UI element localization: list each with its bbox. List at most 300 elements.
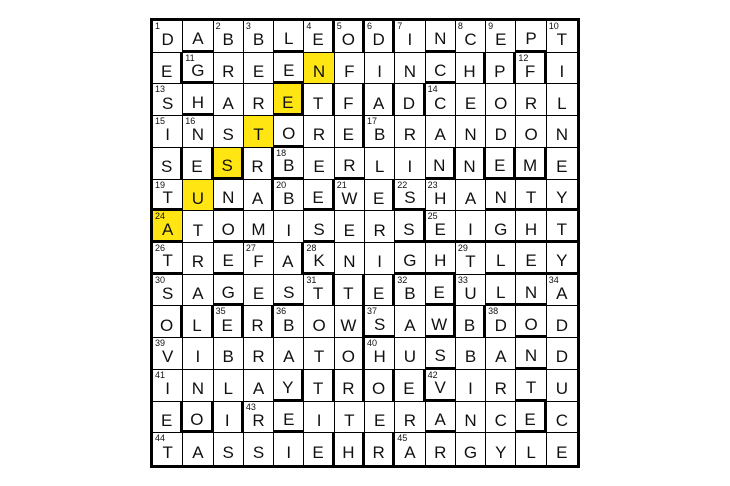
cell-letter: F [253, 252, 264, 272]
grid-cell[interactable] [516, 402, 546, 434]
cell-letter: E [494, 156, 506, 176]
grid-cell[interactable] [183, 275, 213, 307]
cell-letter: N [433, 156, 446, 176]
grid-cell[interactable] [214, 21, 244, 53]
grid-cell[interactable] [153, 306, 183, 338]
grid-cell[interactable] [547, 243, 577, 275]
cell-letter: S [222, 443, 234, 463]
grid-cell[interactable] [183, 338, 213, 370]
cell-letter: E [372, 188, 385, 208]
cell-letter: I [559, 62, 565, 82]
grid-cell[interactable] [304, 338, 334, 370]
grid-cell[interactable] [335, 275, 365, 307]
grid-cell[interactable] [183, 402, 213, 434]
grid-cell[interactable] [214, 84, 244, 116]
grid-cell[interactable] [426, 211, 456, 243]
cell-letter: T [556, 219, 568, 239]
grid-cell[interactable] [395, 53, 425, 85]
grid-cell[interactable] [456, 275, 486, 307]
grid-cell[interactable] [395, 433, 425, 465]
grid-cell[interactable] [335, 306, 365, 338]
clue-number: 25 [427, 211, 438, 222]
cell-letter: T [343, 284, 354, 304]
grid-cell[interactable] [456, 148, 486, 180]
grid-cell[interactable] [365, 433, 395, 465]
grid-cell[interactable] [516, 84, 546, 116]
grid-cell[interactable] [335, 211, 365, 243]
grid-cell[interactable] [486, 53, 516, 85]
cell-letter: W [340, 315, 357, 335]
cell-letter: B [373, 125, 386, 145]
grid-cell[interactable] [426, 21, 456, 53]
grid-cell[interactable] [153, 148, 183, 180]
grid-cell[interactable] [214, 116, 244, 148]
cell-letter: R [312, 125, 326, 145]
cell-letter: I [407, 30, 413, 50]
cell-letter: E [434, 219, 446, 239]
grid-cell[interactable] [335, 116, 365, 148]
grid-cell[interactable] [516, 53, 546, 85]
cell-letter: R [403, 410, 417, 430]
grid-cell[interactable] [214, 306, 244, 338]
grid-cell[interactable] [547, 180, 577, 212]
grid-cell[interactable] [426, 84, 456, 116]
cell-letter: B [222, 347, 234, 367]
grid-cell[interactable] [395, 402, 425, 434]
grid-cell[interactable] [395, 370, 425, 402]
cell-letter: N [222, 187, 235, 207]
grid-cell[interactable] [365, 243, 395, 275]
cell-letter: O [160, 315, 174, 335]
grid-cell[interactable] [516, 433, 546, 465]
grid-cell[interactable] [456, 21, 486, 53]
grid-cell[interactable] [516, 21, 546, 53]
cell-letter: E [372, 284, 385, 304]
grid-cell[interactable] [547, 211, 577, 243]
grid-cell[interactable] [426, 338, 456, 370]
cell-letter: A [464, 188, 477, 208]
grid-cell[interactable] [304, 148, 334, 180]
cell-letter: A [282, 252, 294, 272]
grid-cell[interactable] [547, 21, 577, 53]
grid-cell[interactable] [365, 116, 395, 148]
grid-cell[interactable] [214, 148, 244, 180]
grid-cell[interactable] [486, 275, 516, 307]
grid-cell[interactable] [244, 243, 274, 275]
grid-cell[interactable] [486, 243, 516, 275]
grid-cell[interactable] [426, 243, 456, 275]
cell-letter: L [496, 283, 506, 303]
grid-cell[interactable] [304, 211, 334, 243]
grid-cell[interactable] [274, 148, 304, 180]
cell-letter: I [377, 62, 382, 82]
grid-cell[interactable] [214, 211, 244, 243]
grid-cell[interactable] [486, 84, 516, 116]
grid-cell[interactable] [274, 116, 304, 148]
cell-letter: C [434, 93, 447, 113]
grid-cell[interactable] [183, 243, 213, 275]
clue-number: 1 [155, 21, 161, 31]
cell-letter: H [373, 347, 386, 367]
grid-cell[interactable] [365, 275, 395, 307]
cell-letter: N [463, 157, 476, 177]
grid-cell[interactable] [426, 402, 456, 434]
cell-letter: A [434, 125, 446, 145]
cell-letter: H [434, 251, 447, 271]
cell-letter: F [343, 93, 354, 113]
cell-letter: N [191, 379, 205, 399]
cell-letter: S [313, 219, 325, 239]
cell-letter: H [463, 62, 476, 82]
grid-cell[interactable] [214, 243, 244, 275]
clue-number: 45 [397, 433, 408, 444]
grid-cell[interactable] [244, 402, 274, 434]
grid-cell[interactable] [274, 338, 304, 370]
grid-cell[interactable] [395, 211, 425, 243]
grid-cell[interactable] [244, 433, 274, 465]
grid-cell[interactable] [456, 402, 486, 434]
cell-letter: I [316, 410, 322, 430]
grid-cell[interactable] [335, 148, 365, 180]
cell-letter: B [283, 156, 295, 176]
grid-cell[interactable] [486, 211, 516, 243]
grid-cell[interactable] [153, 402, 183, 434]
cell-letter: S [403, 219, 415, 239]
grid-cell[interactable] [214, 180, 244, 212]
grid-cell[interactable] [153, 84, 183, 116]
grid-cell[interactable] [153, 180, 183, 212]
grid-cell[interactable] [153, 433, 183, 465]
grid-cell[interactable] [395, 84, 425, 116]
clue-number: 23 [427, 179, 438, 190]
clue-number: 26 [155, 242, 166, 253]
grid-cell[interactable] [456, 338, 486, 370]
grid-cell[interactable] [516, 180, 546, 212]
grid-cell[interactable] [244, 21, 274, 53]
clue-number: 17 [367, 116, 378, 127]
cell-letter: L [374, 157, 385, 177]
grid-cell[interactable] [244, 275, 274, 307]
cell-letter: I [286, 220, 292, 240]
cell-letter: I [468, 219, 473, 239]
grid-cell[interactable] [274, 243, 304, 275]
grid-cell[interactable] [486, 21, 516, 53]
grid-cell[interactable] [547, 148, 577, 180]
clue-number: 28 [306, 242, 317, 253]
grid-cell[interactable] [153, 211, 183, 243]
grid-cell[interactable] [547, 84, 577, 116]
clue-number: 16 [185, 116, 196, 127]
cell-letter: N [434, 29, 447, 49]
grid-cell[interactable] [395, 180, 425, 212]
grid-cell[interactable] [456, 370, 486, 402]
clue-number: 15 [155, 116, 166, 127]
cell-letter: R [524, 93, 538, 113]
grid-cell[interactable] [244, 306, 274, 338]
cell-letter: A [192, 29, 204, 49]
clue-number: 14 [427, 84, 438, 95]
cell-letter: E [495, 30, 507, 50]
grid-cell[interactable] [183, 370, 213, 402]
grid-cell[interactable] [183, 53, 213, 85]
grid-cell[interactable] [365, 53, 395, 85]
grid-cell[interactable] [547, 53, 577, 85]
grid-cell[interactable] [365, 148, 395, 180]
clue-number: 39 [155, 338, 166, 349]
grid-cell[interactable] [274, 180, 304, 212]
cell-letter: Y [282, 378, 294, 398]
grid-cell[interactable] [214, 370, 244, 402]
cell-letter: G [403, 251, 417, 271]
cell-letter: U [555, 379, 568, 399]
grid-cell[interactable] [516, 148, 546, 180]
grid-cell[interactable] [244, 211, 274, 243]
grid-cell[interactable] [516, 243, 546, 275]
clue-number: 7 [397, 21, 403, 31]
grid-cell[interactable] [486, 148, 516, 180]
cell-letter: I [165, 379, 170, 399]
grid-cell[interactable] [274, 275, 304, 307]
grid-cell[interactable] [516, 275, 546, 307]
grid-cell[interactable] [547, 433, 577, 465]
cell-letter: E [160, 62, 173, 82]
grid-cell[interactable] [304, 402, 334, 434]
grid-cell[interactable] [486, 433, 516, 465]
cell-letter: N [343, 252, 356, 272]
grid-cell[interactable] [456, 116, 486, 148]
grid-cell[interactable] [335, 21, 365, 53]
grid-cell[interactable] [426, 275, 456, 307]
grid-cell[interactable] [456, 53, 486, 85]
grid-cell[interactable] [153, 116, 183, 148]
cell-letter: O [282, 124, 296, 144]
grid-cell[interactable] [274, 433, 304, 465]
cell-letter: T [344, 410, 355, 430]
grid-cell[interactable] [274, 21, 304, 53]
grid-cell[interactable] [365, 338, 395, 370]
cell-letter: E [283, 61, 295, 81]
grid-cell[interactable] [426, 116, 456, 148]
grid-cell[interactable] [304, 180, 334, 212]
grid-cell[interactable] [486, 402, 516, 434]
grid-cell[interactable] [365, 306, 395, 338]
grid-cell[interactable] [214, 53, 244, 85]
cell-letter: G [221, 283, 235, 303]
grid-cell[interactable] [426, 148, 456, 180]
grid-cell[interactable] [395, 21, 425, 53]
grid-cell[interactable] [214, 338, 244, 370]
clue-number: 2 [215, 21, 221, 31]
cell-letter: I [407, 157, 413, 177]
cell-letter: O [494, 93, 508, 113]
grid-cell[interactable] [183, 306, 213, 338]
grid-cell[interactable] [214, 275, 244, 307]
grid-cell[interactable] [183, 180, 213, 212]
grid-cell[interactable] [395, 148, 425, 180]
cell-letter: H [524, 219, 538, 239]
grid-cell[interactable] [486, 338, 516, 370]
cell-letter: R [252, 410, 265, 430]
cell-letter: F [524, 62, 536, 82]
grid-cell[interactable] [304, 84, 334, 116]
clue-number: 40 [367, 338, 378, 349]
grid-cell[interactable] [183, 21, 213, 53]
grid-cell[interactable] [183, 116, 213, 148]
grid-cell[interactable] [335, 370, 365, 402]
grid-cell[interactable] [365, 84, 395, 116]
grid-cell[interactable] [547, 370, 577, 402]
grid-cell[interactable] [304, 21, 334, 53]
grid-cell[interactable] [335, 53, 365, 85]
cell-letter: N [191, 125, 205, 145]
grid-cell[interactable] [304, 433, 334, 465]
grid-cell[interactable] [426, 53, 456, 85]
grid-cell[interactable] [395, 243, 425, 275]
grid-cell[interactable] [153, 338, 183, 370]
clue-number: 30 [155, 274, 166, 285]
cell-letter: S [373, 314, 386, 334]
clue-number: 18 [276, 147, 287, 158]
grid-cell[interactable] [304, 370, 334, 402]
grid-cell[interactable] [426, 433, 456, 465]
cell-letter: T [192, 220, 204, 240]
grid-cell[interactable] [395, 306, 425, 338]
grid-cell[interactable] [274, 84, 304, 116]
grid-cell[interactable] [365, 180, 395, 212]
cell-letter: P [494, 62, 506, 82]
grid-cell[interactable] [426, 306, 456, 338]
cell-letter: U [191, 188, 205, 208]
cell-letter: E [342, 125, 355, 145]
cell-letter: N [524, 346, 538, 366]
cell-letter: R [372, 443, 385, 463]
cell-letter: A [222, 93, 234, 113]
cell-letter: E [313, 157, 325, 177]
grid-cell[interactable] [244, 84, 274, 116]
grid-cell[interactable] [456, 243, 486, 275]
grid-cell[interactable] [456, 306, 486, 338]
grid-cell[interactable] [395, 338, 425, 370]
grid-cell[interactable] [183, 84, 213, 116]
grid-cell[interactable] [183, 148, 213, 180]
grid-cell[interactable] [426, 370, 456, 402]
grid-cell[interactable] [214, 402, 244, 434]
cell-letter: B [283, 315, 295, 335]
grid-cell[interactable] [274, 402, 304, 434]
grid-cell[interactable] [244, 338, 274, 370]
cell-letter: E [283, 409, 295, 429]
grid-cell[interactable] [304, 243, 334, 275]
grid-cell[interactable] [274, 306, 304, 338]
clue-number: 9 [488, 21, 494, 31]
cell-letter: E [252, 62, 265, 82]
grid-cell[interactable] [395, 116, 425, 148]
grid-cell[interactable] [547, 116, 577, 148]
cell-letter: H [434, 188, 447, 208]
grid-cell[interactable] [486, 116, 516, 148]
cell-letter: L [223, 379, 233, 399]
cell-letter: S [222, 125, 234, 145]
grid-cell[interactable] [274, 211, 304, 243]
grid-cell[interactable] [153, 370, 183, 402]
grid-cell[interactable] [244, 116, 274, 148]
grid-cell[interactable] [365, 211, 395, 243]
grid-cell[interactable] [547, 402, 577, 434]
cell-letter: R [252, 347, 265, 367]
grid-cell[interactable] [547, 275, 577, 307]
cell-letter: B [464, 347, 477, 367]
grid-cell[interactable] [335, 243, 365, 275]
grid-cell[interactable] [274, 53, 304, 85]
cell-letter: T [162, 187, 173, 207]
grid-cell[interactable] [395, 275, 425, 307]
grid-cell[interactable] [153, 275, 183, 307]
cell-letter: A [556, 284, 568, 304]
cell-letter: A [404, 315, 416, 335]
grid-cell[interactable] [516, 116, 546, 148]
clue-number: 44 [155, 433, 166, 444]
grid-cell[interactable] [244, 180, 274, 212]
grid-cell[interactable] [335, 180, 365, 212]
grid-cell[interactable] [183, 433, 213, 465]
grid-cell[interactable] [547, 306, 577, 338]
grid-cell[interactable] [486, 306, 516, 338]
grid-cell[interactable] [304, 116, 334, 148]
grid-cell[interactable] [365, 370, 395, 402]
cell-letter: S [161, 284, 174, 304]
cell-letter: E [160, 410, 173, 430]
grid-cell[interactable] [456, 433, 486, 465]
grid-cell[interactable] [335, 402, 365, 434]
grid-cell[interactable] [456, 180, 486, 212]
grid-cell[interactable] [516, 211, 546, 243]
grid-cell[interactable] [516, 306, 546, 338]
cell-letter: E [312, 30, 324, 50]
cell-letter: E [373, 410, 386, 430]
grid-cell[interactable] [304, 306, 334, 338]
grid-cell[interactable] [365, 402, 395, 434]
grid-cell[interactable] [486, 180, 516, 212]
grid-cell[interactable] [516, 370, 546, 402]
grid-cell[interactable] [486, 370, 516, 402]
grid-cell[interactable] [335, 433, 365, 465]
grid-cell[interactable] [304, 53, 334, 85]
grid-cell[interactable] [274, 370, 304, 402]
grid-cell[interactable] [244, 53, 274, 85]
cell-letter: O [341, 30, 355, 50]
cell-letter: E [524, 409, 536, 429]
grid-cell[interactable] [547, 338, 577, 370]
grid-cell[interactable] [304, 275, 334, 307]
grid-cell[interactable] [153, 243, 183, 275]
grid-cell[interactable] [335, 84, 365, 116]
cell-letter: R [342, 379, 355, 399]
cell-letter: S [434, 346, 446, 366]
grid-cell[interactable] [365, 21, 395, 53]
grid-cell[interactable] [516, 338, 546, 370]
grid-cell[interactable] [153, 21, 183, 53]
grid-cell[interactable] [335, 338, 365, 370]
grid-cell[interactable] [244, 148, 274, 180]
grid-cell[interactable] [183, 211, 213, 243]
grid-cell[interactable] [426, 180, 456, 212]
grid-cell[interactable] [153, 53, 183, 85]
grid-cell[interactable] [214, 433, 244, 465]
grid-cell[interactable] [244, 370, 274, 402]
cell-letter: F [344, 62, 355, 82]
grid-cell[interactable] [456, 211, 486, 243]
grid-cell[interactable] [456, 84, 486, 116]
